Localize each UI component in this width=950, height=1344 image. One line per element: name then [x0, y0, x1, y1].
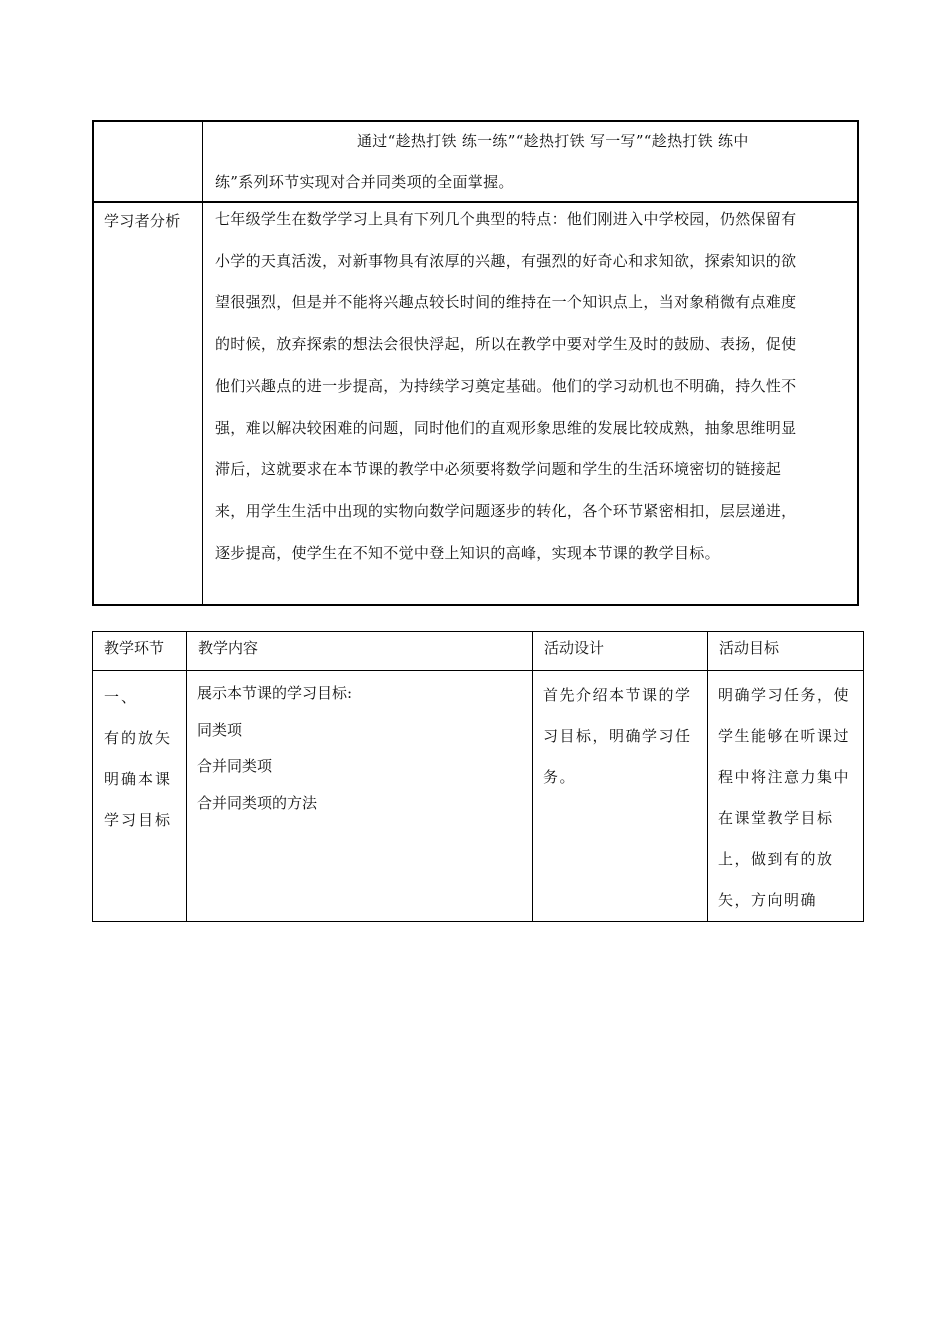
analysis-line: 望很强烈，但是并不能将兴趣点较长时间的维持在一个知识点上，当对象稍微有点难度: [215, 293, 797, 312]
header-stage: 教学环节: [93, 632, 187, 671]
goal-line: 程中将注意力集中: [718, 768, 851, 786]
design-line: 首先介绍本节课的学: [543, 686, 692, 704]
learner-analysis-table: [92, 120, 859, 606]
design-cell: [533, 671, 708, 922]
table-header-row: [93, 632, 864, 671]
goal-line: 明确学习任务，使: [718, 686, 851, 704]
table-row: [93, 671, 864, 922]
learner-analysis-label: 学习者分析: [104, 212, 181, 230]
content-line: 合并同类项的方法: [197, 793, 318, 812]
top-row-line-1: 通过“趁热打铁 练一练”“趁热打铁 写一写”“趁热打铁 练中: [357, 132, 749, 150]
goal-line: 在课堂教学目标: [718, 809, 834, 827]
stage-line: 明确本课: [104, 770, 173, 788]
analysis-line: 逐步提高，使学生在不知不觉中登上知识的高峰，实现本节课的教学目标。: [215, 543, 720, 562]
goal-cell: [708, 671, 864, 922]
analysis-line: 七年级学生在数学学习上具有下列几个典型的特点：他们刚进入中学校园，仍然保留有: [215, 210, 797, 228]
teaching-process-table: [92, 631, 864, 922]
header-activity-design: 活动设计: [533, 632, 708, 671]
goal-line: 学生能够在听课过: [718, 727, 851, 745]
design-line: 务。: [543, 768, 577, 786]
learner-analysis-content: [215, 199, 849, 574]
design-line: 习目标，明确学习任: [543, 727, 692, 745]
analysis-line: 来，用学生生活中出现的实物向数学问题逐步的转化，各个环节紧密相扣，层层递进，: [215, 501, 797, 520]
analysis-line: 强，难以解决较困难的问题，同时他们的直观形象思维的发展比较成熟，抽象思维明显: [215, 418, 797, 437]
content-line: 展示本节课的学习目标:: [197, 684, 353, 702]
content-line: 同类项: [197, 720, 243, 739]
analysis-line: 的时候，放弃探索的想法会很快浮起，所以在教学中要对学生及时的鼓励、表扬，促使: [215, 335, 797, 354]
goal-line: 上，做到有的放: [718, 850, 834, 868]
column-divider: [202, 121, 203, 605]
stage-line: 一、: [104, 688, 139, 706]
stage-line: 学习目标: [104, 811, 173, 829]
header-activity-goal: 活动目标: [708, 632, 864, 671]
stage-cell: [93, 671, 187, 922]
stage-line: 有的放矢: [104, 729, 173, 747]
analysis-line: 小学的天真活泼，对新事物具有浓厚的兴趣，有强烈的好奇心和求知欲，探索知识的欲: [215, 251, 797, 270]
analysis-line: 他们兴趣点的进一步提高，为持续学习奠定基础。他们的学习动机也不明确，持久性不: [215, 376, 797, 395]
top-row-content: [215, 121, 847, 203]
analysis-line: 滞后，这就要求在本节课的教学中必须要将数学问题和学生的生活环境密切的链接起: [215, 460, 782, 479]
goal-line: 矢，方向明确: [718, 891, 818, 909]
header-content: 教学内容: [187, 632, 533, 671]
content-cell: [187, 671, 533, 922]
top-row-line-2: 练”系列环节实现对合并同类项的全面掌握。: [215, 173, 514, 191]
content-line: 合并同类项: [197, 757, 273, 775]
